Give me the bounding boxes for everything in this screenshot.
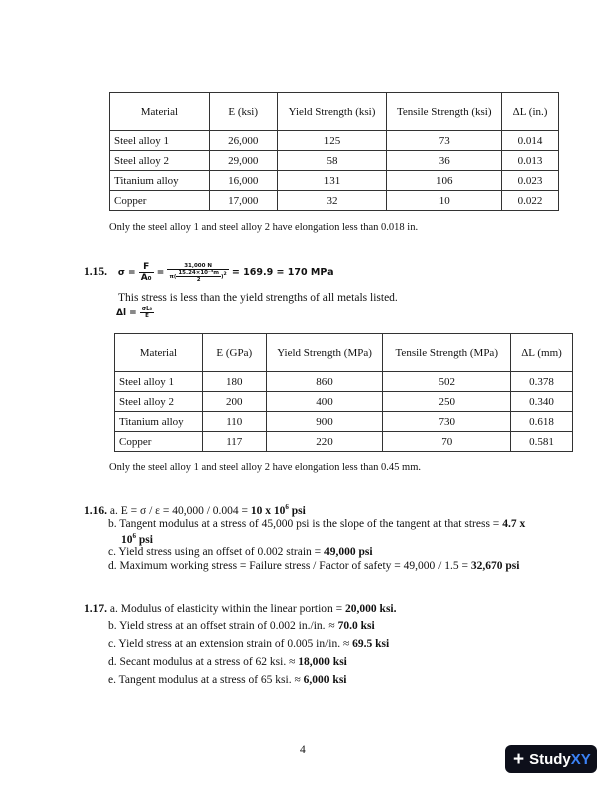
answer-value: 49,000 psi bbox=[324, 546, 373, 558]
header-row bbox=[115, 334, 573, 372]
answer-text: c. Yield stress at an extension strain of 0.005 in/in. ≈ bbox=[108, 638, 353, 650]
table-cell: 502 bbox=[383, 372, 511, 392]
header-row bbox=[110, 93, 559, 131]
problem-label: 1.16. bbox=[84, 504, 107, 517]
problem-1-17-b bbox=[108, 620, 375, 632]
answer-unit: psi bbox=[136, 533, 153, 546]
problem-1-16-a bbox=[84, 503, 306, 517]
answer-value: 69.5 ksi bbox=[352, 638, 390, 650]
answer-value: 70.0 ksi bbox=[337, 620, 375, 632]
table-cell: 26,000 bbox=[209, 131, 277, 151]
problem-1-17-d bbox=[108, 656, 347, 668]
elongation-formula bbox=[116, 306, 154, 319]
table1-body bbox=[110, 93, 559, 211]
answer-unit: psi bbox=[288, 504, 306, 517]
table-cell: 0.022 bbox=[502, 191, 559, 211]
diameter-num: 15.24×10⁻³m bbox=[178, 269, 220, 276]
table-cell: Steel alloy 2 bbox=[115, 392, 203, 412]
table-cell: 180 bbox=[202, 372, 266, 392]
pi-symbol: π bbox=[169, 273, 174, 280]
force-symbol: F bbox=[139, 262, 154, 273]
problem-label: 1.17. bbox=[84, 603, 107, 615]
table-cell: 32 bbox=[277, 191, 387, 211]
column-header: Material bbox=[115, 334, 203, 372]
answer-text: b. Tangent modulus at a stress of 45,000 psi is the slope of the tangent at that stress = bbox=[108, 518, 503, 530]
table-row bbox=[115, 412, 573, 432]
table-cell: Titanium alloy bbox=[110, 171, 210, 191]
table-row bbox=[110, 151, 559, 171]
column-header: ΔL (in.) bbox=[502, 93, 559, 131]
answer-text: a. E = σ / ε = 40,000 / 0.004 = bbox=[109, 504, 251, 517]
plus-icon: + bbox=[513, 748, 525, 770]
answer-text: Tangent modulus at a stress of 65 ksi. ≈ bbox=[115, 674, 304, 686]
table2-body bbox=[115, 334, 573, 452]
table-row bbox=[110, 191, 559, 211]
table-cell: 0.618 bbox=[511, 412, 573, 432]
stress-result: = 169.9 = 170 MPa bbox=[231, 267, 334, 278]
table-cell: 17,000 bbox=[209, 191, 277, 211]
answer-text: b. Yield stress at an offset strain of 0.002 in./in. ≈ bbox=[108, 620, 338, 632]
table-cell: 29,000 bbox=[209, 151, 277, 171]
table-cell: 73 bbox=[387, 131, 502, 151]
dl-den: E bbox=[145, 313, 149, 319]
table-cell: Steel alloy 2 bbox=[110, 151, 210, 171]
problem-1-17-e bbox=[108, 674, 347, 686]
table-properties-us bbox=[109, 92, 559, 211]
area-symbol: A₀ bbox=[140, 273, 152, 283]
problem-1-16-d bbox=[108, 560, 519, 572]
diameter-den: 2 bbox=[196, 276, 201, 283]
studyxy-logo bbox=[505, 745, 597, 773]
table1-note: Only the steel alloy 1 and steel alloy 2 have elongation less than 0.018 in. bbox=[109, 222, 419, 233]
sigma-lhs: σ = bbox=[117, 268, 136, 278]
table-cell: 0.014 bbox=[502, 131, 559, 151]
table-cell: 125 bbox=[277, 131, 387, 151]
column-header: Material bbox=[110, 93, 210, 131]
table2-note: Only the steel alloy 1 and steel alloy 2 have elongation less than 0.45 mm. bbox=[109, 462, 422, 473]
table-cell: 0.378 bbox=[511, 372, 573, 392]
answer-exp: 6 bbox=[285, 503, 289, 511]
column-header: E (ksi) bbox=[209, 93, 277, 131]
force-value: 31,000 N bbox=[167, 263, 228, 270]
table-row bbox=[115, 372, 573, 392]
table-cell: Copper bbox=[110, 191, 210, 211]
table-cell: 400 bbox=[266, 392, 383, 412]
table-cell: 36 bbox=[387, 151, 502, 171]
table-cell: Copper bbox=[115, 432, 203, 452]
table-cell: 730 bbox=[383, 412, 511, 432]
answer-value: 4.7 x bbox=[502, 518, 526, 530]
answer-text: a. Modulus of elasticity within the linear portion = bbox=[109, 603, 346, 615]
problem-1-16-b bbox=[108, 518, 525, 530]
answer-value: 6,000 ksi bbox=[303, 674, 347, 686]
answer-label: e. bbox=[108, 674, 116, 686]
dl-num: σL₀ bbox=[141, 306, 153, 312]
column-header: Tensile Strength (MPa) bbox=[383, 334, 511, 372]
table-cell: 10 bbox=[387, 191, 502, 211]
table-cell: 106 bbox=[387, 171, 502, 191]
answer-value: 10 bbox=[121, 533, 133, 546]
table-cell: 0.023 bbox=[502, 171, 559, 191]
problem-1-16-c bbox=[108, 546, 373, 558]
table-cell: 0.581 bbox=[511, 432, 573, 452]
table-cell: 110 bbox=[202, 412, 266, 432]
answer-value: 18,000 ksi bbox=[298, 656, 347, 668]
table-cell: 250 bbox=[383, 392, 511, 412]
column-header: Yield Strength (ksi) bbox=[277, 93, 387, 131]
answer-value: 32,670 psi bbox=[470, 560, 520, 572]
answer-text: c. Yield stress using an offset of 0.002 strain = bbox=[108, 546, 325, 558]
table-cell: 16,000 bbox=[209, 171, 277, 191]
table-row bbox=[110, 171, 559, 191]
table-row bbox=[110, 131, 559, 151]
table-cell: Steel alloy 1 bbox=[115, 372, 203, 392]
column-header: Tensile Strength (ksi) bbox=[387, 93, 502, 131]
column-header: ΔL (mm) bbox=[511, 334, 573, 372]
table-cell: 0.340 bbox=[511, 392, 573, 412]
table-row bbox=[115, 432, 573, 452]
answer-text: Secant modulus at a stress of 62 ksi. ≈ bbox=[116, 656, 299, 668]
table-cell: 220 bbox=[266, 432, 383, 452]
answer-label: d. bbox=[108, 656, 117, 668]
table-cell: 58 bbox=[277, 151, 387, 171]
answer-exp: 6 bbox=[132, 532, 136, 540]
problem-1-15-equation: 1.15. σ = $\frac{F}{\text{A₀}}$ = 31,000 N π( $\frac{\text{15.24×10⁻³m}}{2}$ )$^2$ = 169.9 = 170 MPa bbox=[84, 262, 334, 283]
table-cell: 117 bbox=[202, 432, 266, 452]
table-cell: 70 bbox=[383, 432, 511, 452]
table-cell: Titanium alloy bbox=[115, 412, 203, 432]
table-cell: 0.013 bbox=[502, 151, 559, 171]
problem-1-17-a bbox=[84, 603, 397, 615]
problem-1-16-b-cont bbox=[121, 532, 153, 546]
answer-value: 20,000 ksi. bbox=[345, 603, 397, 615]
table-properties-si bbox=[114, 333, 573, 452]
table-cell: 900 bbox=[266, 412, 383, 432]
problem-1-15-text: This stress is less than the yield strengths of all metals listed. bbox=[118, 292, 398, 304]
table-cell: Steel alloy 1 bbox=[110, 131, 210, 151]
table-cell: 131 bbox=[277, 171, 387, 191]
column-header: Yield Strength (MPa) bbox=[266, 334, 383, 372]
answer-value: 10 x 10 bbox=[250, 504, 286, 517]
column-header: E (GPa) bbox=[202, 334, 266, 372]
table-cell: 200 bbox=[202, 392, 266, 412]
brand-name: StudyXY bbox=[529, 750, 591, 768]
problem-label: 1.15. bbox=[84, 266, 107, 278]
table-row bbox=[115, 392, 573, 412]
table-cell: 860 bbox=[266, 372, 383, 392]
square-exp: 2 bbox=[223, 271, 227, 277]
dl-lhs: Δl = bbox=[116, 308, 137, 318]
problem-1-17-c bbox=[108, 638, 389, 650]
page-number: 4 bbox=[300, 744, 306, 756]
answer-text: d. Maximum working stress = Failure stress / Factor of safety = 49,000 / 1.5 = bbox=[108, 560, 471, 572]
equals-sign: = bbox=[156, 268, 165, 278]
